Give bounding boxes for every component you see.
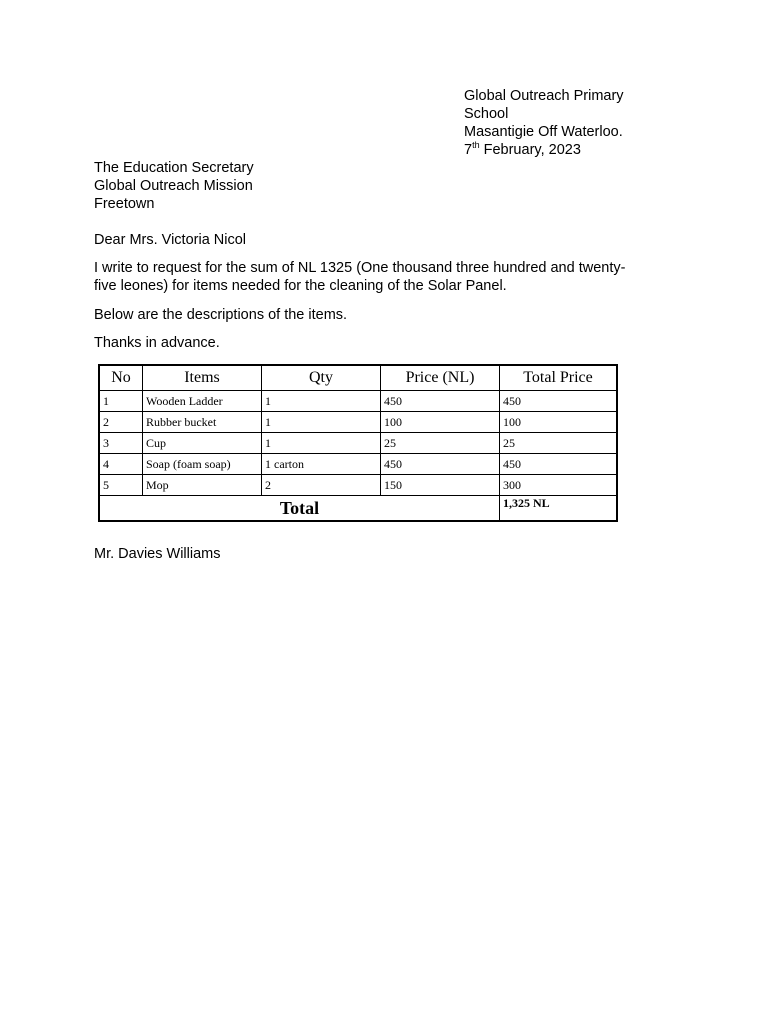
cell-total-price: 25 (500, 433, 618, 454)
header-qty: Qty (262, 365, 381, 391)
letter-date (464, 141, 624, 159)
cell-no: 3 (99, 433, 143, 454)
cell-total-price: 100 (500, 412, 618, 433)
total-value: 1,325 NL (500, 496, 618, 522)
cell-no: 4 (99, 454, 143, 475)
table-row (99, 433, 617, 454)
cell-price: 450 (381, 454, 500, 475)
recipient-line-2: Global Outreach Mission (94, 178, 253, 194)
cell-qty: 1 carton (262, 454, 381, 475)
cell-total-price: 450 (500, 454, 618, 475)
cell-item: Soap (foam soap) (143, 454, 262, 475)
cell-no: 5 (99, 475, 143, 496)
recipient-address (94, 159, 254, 213)
table-row (99, 454, 617, 475)
cell-no: 2 (99, 412, 143, 433)
cell-item: Rubber bucket (143, 412, 262, 433)
recipient-line-1: The Education Secretary (94, 160, 254, 176)
cell-price: 100 (381, 412, 500, 433)
cell-qty: 1 (262, 433, 381, 454)
sender-line-3: Masantigie Off Waterloo. (464, 124, 623, 140)
sender-address (464, 87, 624, 159)
cell-item: Cup (143, 433, 262, 454)
cell-qty: 1 (262, 412, 381, 433)
cell-qty: 1 (262, 391, 381, 412)
signature-name: Mr. Davies Williams (94, 546, 221, 562)
cell-price: 450 (381, 391, 500, 412)
paragraph-1-line-1: I write to request for the sum of NL 1325 (One thousand three hundred and twenty- (94, 260, 626, 276)
paragraph-1-line-2: five leones) for items needed for the cleaning of the Solar Panel. (94, 278, 507, 294)
cell-item: Mop (143, 475, 262, 496)
total-label: Total (99, 496, 500, 522)
sender-line-1: Global Outreach Primary (464, 88, 624, 104)
salutation: Dear Mrs. Victoria Nicol (94, 232, 247, 248)
body-paragraph-2: Below are the descriptions of the items. (94, 307, 348, 323)
date-day: 7 (464, 142, 473, 158)
table-row (99, 391, 617, 412)
header-total-price: Total Price (500, 365, 618, 391)
recipient-line-3: Freetown (94, 196, 155, 212)
table-header-row (99, 365, 617, 391)
date-suffix: th (472, 140, 480, 151)
header-price: Price (NL) (381, 365, 500, 391)
cell-total-price: 450 (500, 391, 618, 412)
body-paragraph-1 (94, 259, 674, 295)
date-rest: February, 2023 (479, 142, 581, 158)
cell-price: 25 (381, 433, 500, 454)
cell-no: 1 (99, 391, 143, 412)
sender-line-2: School (464, 106, 509, 122)
cell-total-price: 300 (500, 475, 618, 496)
body-paragraph-3: Thanks in advance. (94, 335, 220, 351)
table-total-row (99, 496, 617, 522)
cell-qty: 2 (262, 475, 381, 496)
header-no: No (99, 365, 143, 391)
table-row (99, 412, 617, 433)
cell-price: 150 (381, 475, 500, 496)
table-row (99, 475, 617, 496)
header-items: Items (143, 365, 262, 391)
items-table (98, 364, 618, 522)
cell-item: Wooden Ladder (143, 391, 262, 412)
